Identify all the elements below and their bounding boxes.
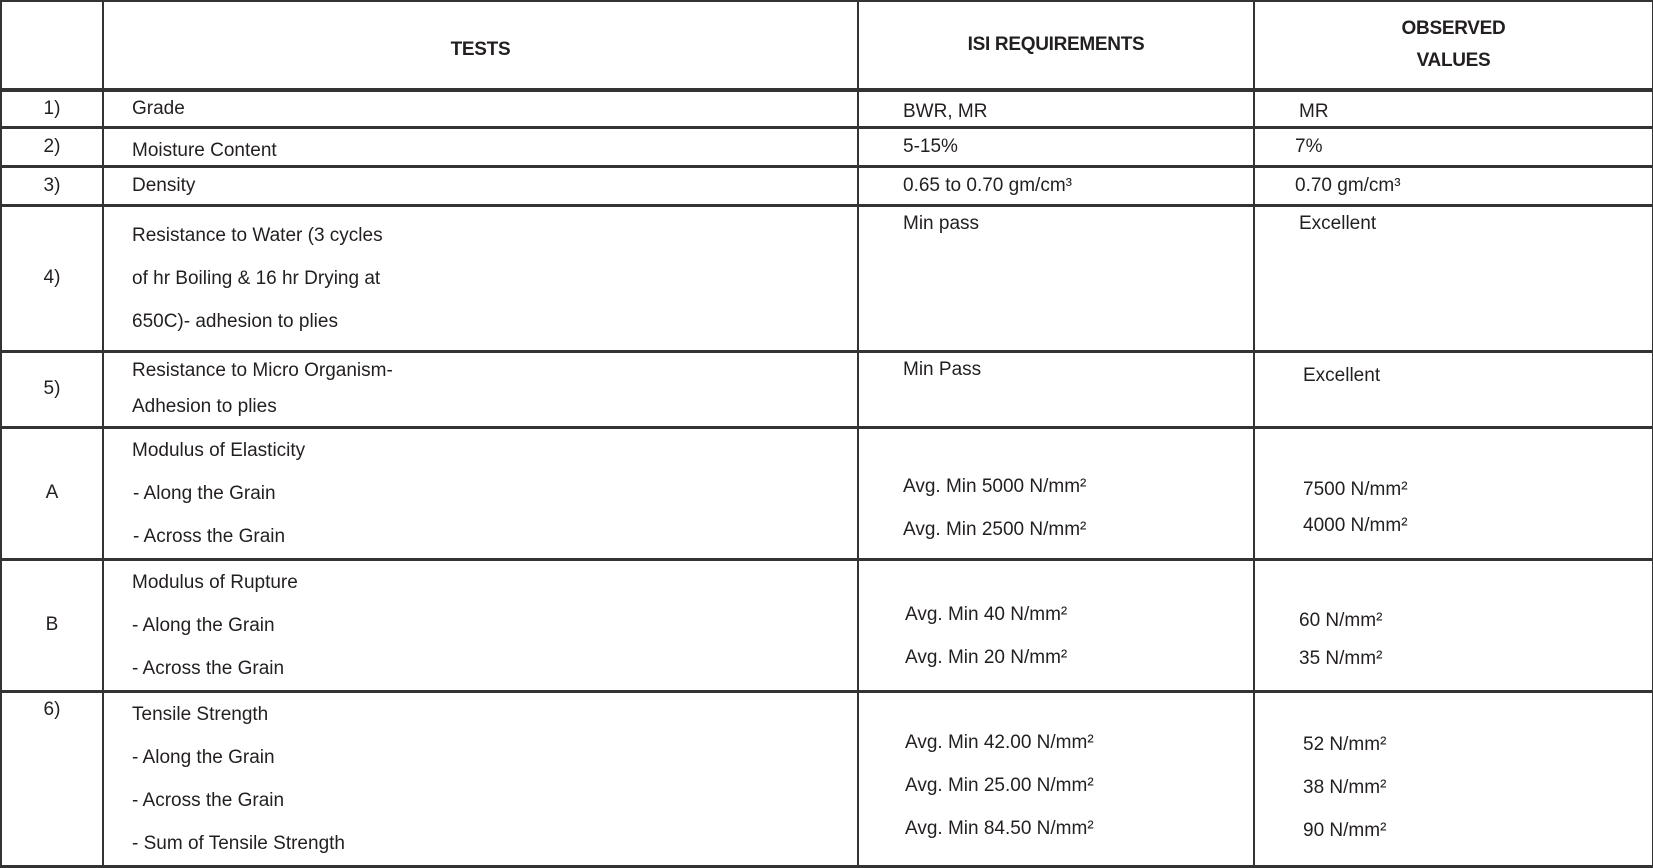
test-line: Modulus of Elasticity bbox=[132, 439, 306, 461]
header-number bbox=[1, 1, 103, 90]
observed-line: 60 N/mm² bbox=[1299, 610, 1383, 631]
row-number: 2) bbox=[1, 127, 103, 166]
isi-requirement bbox=[858, 559, 1254, 691]
header-row bbox=[1, 1, 1653, 90]
test-name bbox=[103, 427, 858, 559]
table-row bbox=[1, 351, 1653, 427]
row-number: B bbox=[1, 559, 103, 691]
test-name: Density bbox=[103, 166, 858, 205]
test-name bbox=[103, 559, 858, 691]
test-line: - Across the Grain bbox=[132, 657, 285, 679]
table-row bbox=[1, 559, 1653, 691]
test-name bbox=[103, 691, 858, 866]
test-line: - Along the Grain bbox=[132, 614, 275, 636]
header-isi: ISI REQUIREMENTS bbox=[858, 1, 1254, 90]
observed-value: 0.70 gm/cm³ bbox=[1254, 166, 1653, 205]
isi-line: Avg. Min 5000 N/mm² bbox=[903, 476, 1087, 497]
isi-line: Avg. Min 25.00 N/mm² bbox=[905, 775, 1094, 796]
isi-requirement bbox=[858, 427, 1254, 559]
row-number: 1) bbox=[1, 90, 103, 127]
row-number: 4) bbox=[1, 205, 103, 351]
observed-value: MR bbox=[1254, 90, 1653, 127]
table-row bbox=[1, 127, 1653, 166]
header-observed-line2: VALUES bbox=[1416, 50, 1491, 71]
isi-requirement: Min Pass bbox=[858, 351, 1254, 427]
observed-line: 52 N/mm² bbox=[1303, 734, 1387, 755]
isi-line: Avg. Min 42.00 N/mm² bbox=[905, 732, 1094, 753]
observed-line: 4000 N/mm² bbox=[1303, 515, 1408, 536]
header-observed bbox=[1254, 1, 1653, 90]
table-row bbox=[1, 166, 1653, 205]
row-number: 5) bbox=[1, 351, 103, 427]
row-number: 3) bbox=[1, 166, 103, 205]
test-name: Moisture Content bbox=[103, 127, 858, 166]
test-line: - Sum of Tensile Strength bbox=[132, 832, 345, 854]
test-name: Grade bbox=[103, 90, 858, 127]
observed-value bbox=[1254, 691, 1653, 866]
isi-line: Avg. Min 2500 N/mm² bbox=[903, 519, 1087, 540]
observed-line: 90 N/mm² bbox=[1303, 820, 1387, 841]
isi-requirement: Min pass bbox=[858, 205, 1254, 351]
observed-value bbox=[1254, 427, 1653, 559]
observed-value: Excellent bbox=[1254, 205, 1653, 351]
test-line: - Across the Grain bbox=[132, 789, 285, 811]
table-row bbox=[1, 691, 1653, 866]
observed-line: 38 N/mm² bbox=[1303, 777, 1387, 798]
table-row bbox=[1, 427, 1653, 559]
observed-value bbox=[1254, 559, 1653, 691]
test-line: Modulus of Rupture bbox=[132, 571, 298, 593]
isi-line: Avg. Min 20 N/mm² bbox=[905, 647, 1068, 668]
test-line: - Along the Grain bbox=[132, 746, 275, 768]
isi-line: Avg. Min 40 N/mm² bbox=[905, 604, 1068, 625]
isi-requirement: 0.65 to 0.70 gm/cm³ bbox=[858, 166, 1254, 205]
table-row bbox=[1, 205, 1653, 351]
table-row bbox=[1, 90, 1653, 127]
row-number: 6) bbox=[1, 691, 103, 866]
header-tests: TESTS bbox=[103, 1, 858, 90]
isi-requirement bbox=[858, 691, 1254, 866]
test-line: Adhesion to plies bbox=[132, 396, 277, 417]
isi-requirement: 5-15% bbox=[858, 127, 1254, 166]
test-line: - Across the Grain bbox=[133, 525, 286, 547]
observed-value: 7% bbox=[1254, 127, 1653, 166]
isi-requirement: BWR, MR bbox=[858, 90, 1254, 127]
test-line: Tensile Strength bbox=[132, 703, 269, 725]
test-line: Resistance to Micro Organism- bbox=[132, 360, 393, 381]
test-line: - Along the Grain bbox=[133, 482, 276, 504]
test-name bbox=[103, 351, 858, 427]
test-line: of hr Boiling & 16 hr Drying at bbox=[132, 267, 381, 289]
test-line: 650C)- adhesion to plies bbox=[132, 310, 338, 332]
observed-line: 35 N/mm² bbox=[1299, 648, 1383, 669]
header-observed-line1: OBSERVED bbox=[1401, 18, 1506, 39]
test-name bbox=[103, 205, 858, 351]
observed-line: 7500 N/mm² bbox=[1303, 479, 1408, 500]
observed-value: Excellent bbox=[1254, 351, 1653, 427]
test-line: Resistance to Water (3 cycles bbox=[132, 224, 383, 246]
isi-line: Avg. Min 84.50 N/mm² bbox=[905, 818, 1094, 839]
row-number: A bbox=[1, 427, 103, 559]
